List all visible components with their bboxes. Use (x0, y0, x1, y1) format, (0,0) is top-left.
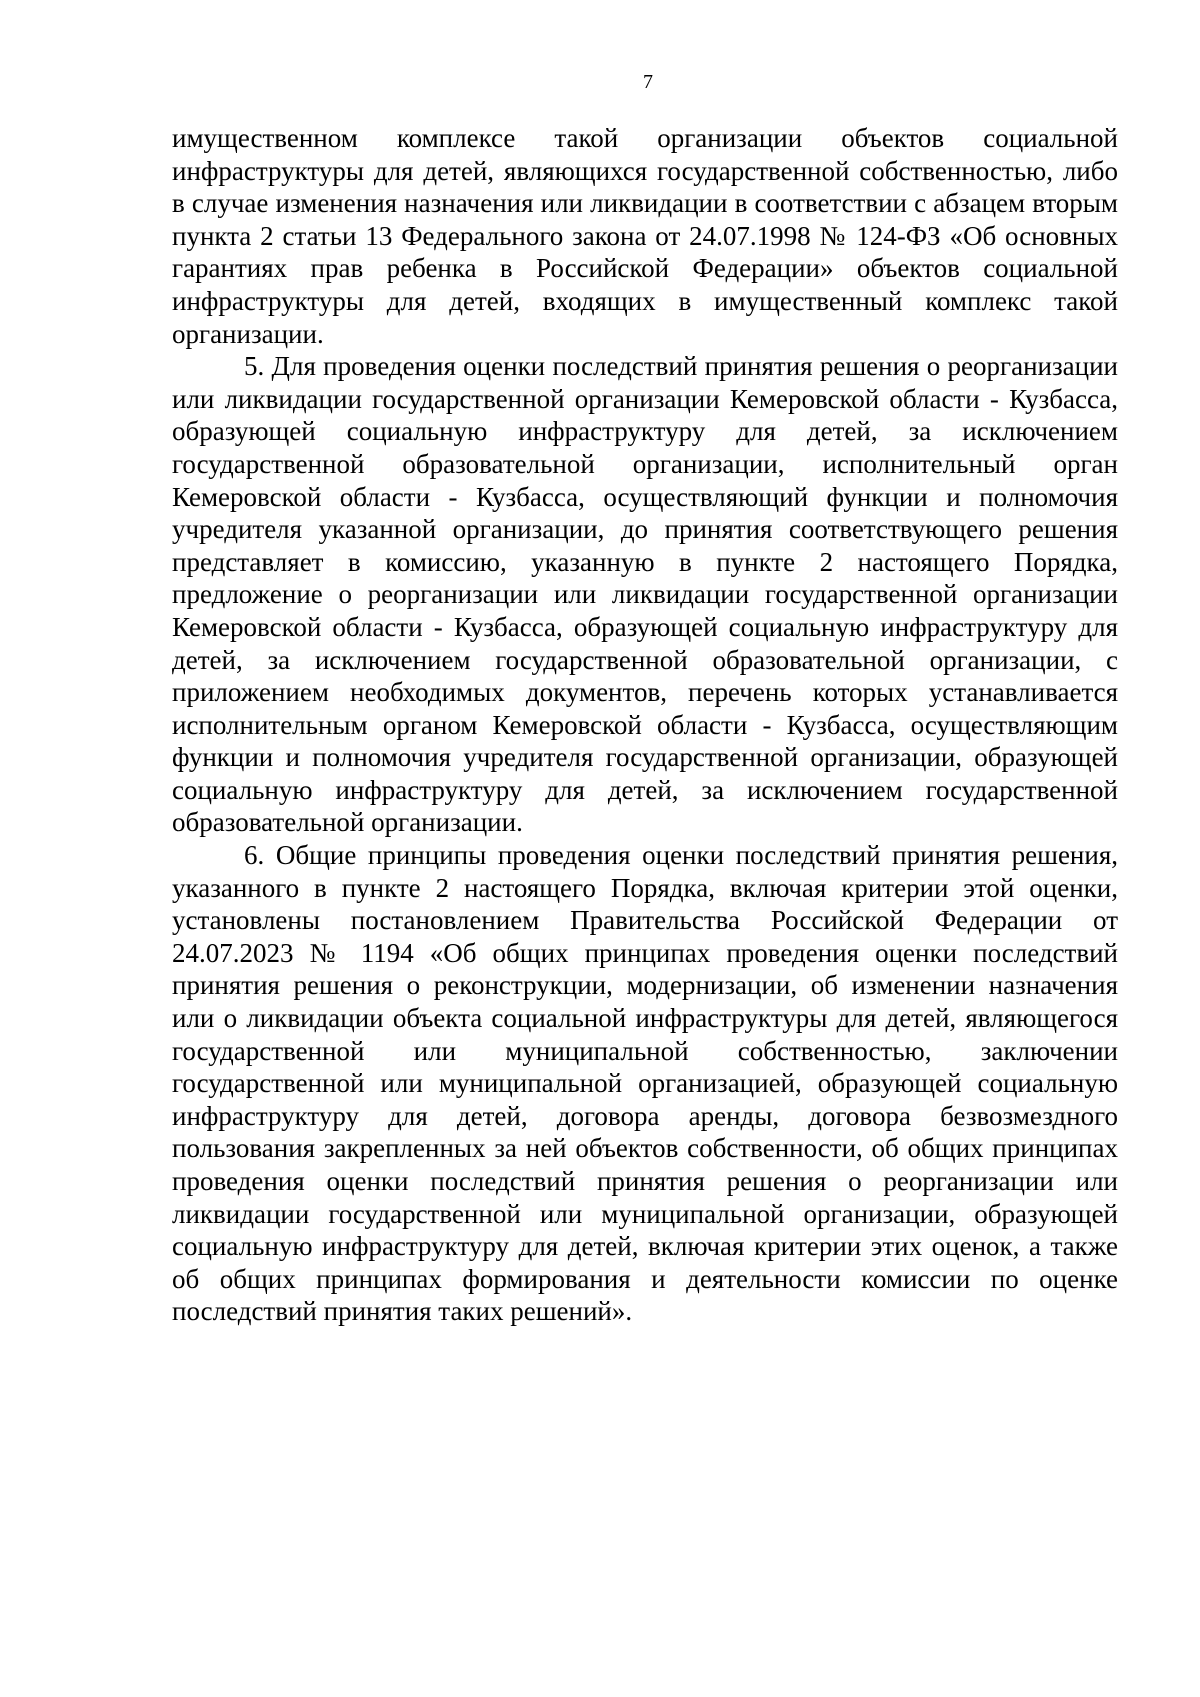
paragraph-item-6: 6. Общие принципы проведения оценки последствий принятия решения, указанного в пункте 2 настоящего Порядка, включая критерии этой оценки, установлены постановлением Правительства Российской Федерации от 24.07.2023 № 1194 «Об общих принципах проведения оценки последствий принятия решения о реконструкции, модернизации, об изменении назначения или о ликвидации объекта социальной инфраструктуры для детей, являющегося государственной или муниципальной собственностью, заключении государственной или муниципальной организацией, образующей социальную инфраструктуру для детей, договора аренды, договора безвозмездного пользования закрепленных за ней объектов собственности, об общих принципах проведения оценки последствий принятия решения о реорганизации или ликвидации государственной или муниципальной организации, образующей социальную инфраструктуру для детей, включая критерии этих оценок, а также об общих принципах формирования и деятельности комиссии по оценке последствий принятия таких решений». (172, 840, 1118, 1327)
page-number: 7 (643, 71, 653, 93)
paragraph-item-5: 5. Для проведения оценки последствий принятия решения о реорганизации или ликвидации государственной организации Кемеровской области - Кузбасса, образующей социальную инфраструктуру для детей, за исключением государственной образовательной организации, исполнительный орган Кемеровской области - Кузбасса, осуществляющий функции и полномочия учредителя указанной организации, до принятия соответствующего решения представляет в комиссию, указанную в пункте 2 настоящего Порядка, предложение о реорганизации или ликвидации государственной организации Кемеровской области - Кузбасса, образующей социальную инфраструктуру для детей, за исключением государственной образовательной организации, с приложением необходимых документов, перечень которых устанавливается исполнительным органом Кемеровской области - Кузбасса, осуществляющим функции и полномочия учредителя государственной организации, образующей социальную инфраструктуру для детей, за исключением государственной образовательной организации. (172, 351, 1118, 838)
document-body (172, 122, 1118, 1328)
paragraph-continuation: имущественном комплексе такой организации объектов социальной инфраструктуры для детей, являющихся государственной собственностью, либо в случае изменения назначения или ликвидации в соответствии с абзацем вторым пункта 2 статьи 13 Федерального закона от 24.07.1998 № 124-ФЗ «Об основных гарантиях прав ребенка в Российской Федерации» объектов социальной инфраструктуры для детей, входящих в имущественный комплекс такой организации. (172, 123, 1118, 349)
